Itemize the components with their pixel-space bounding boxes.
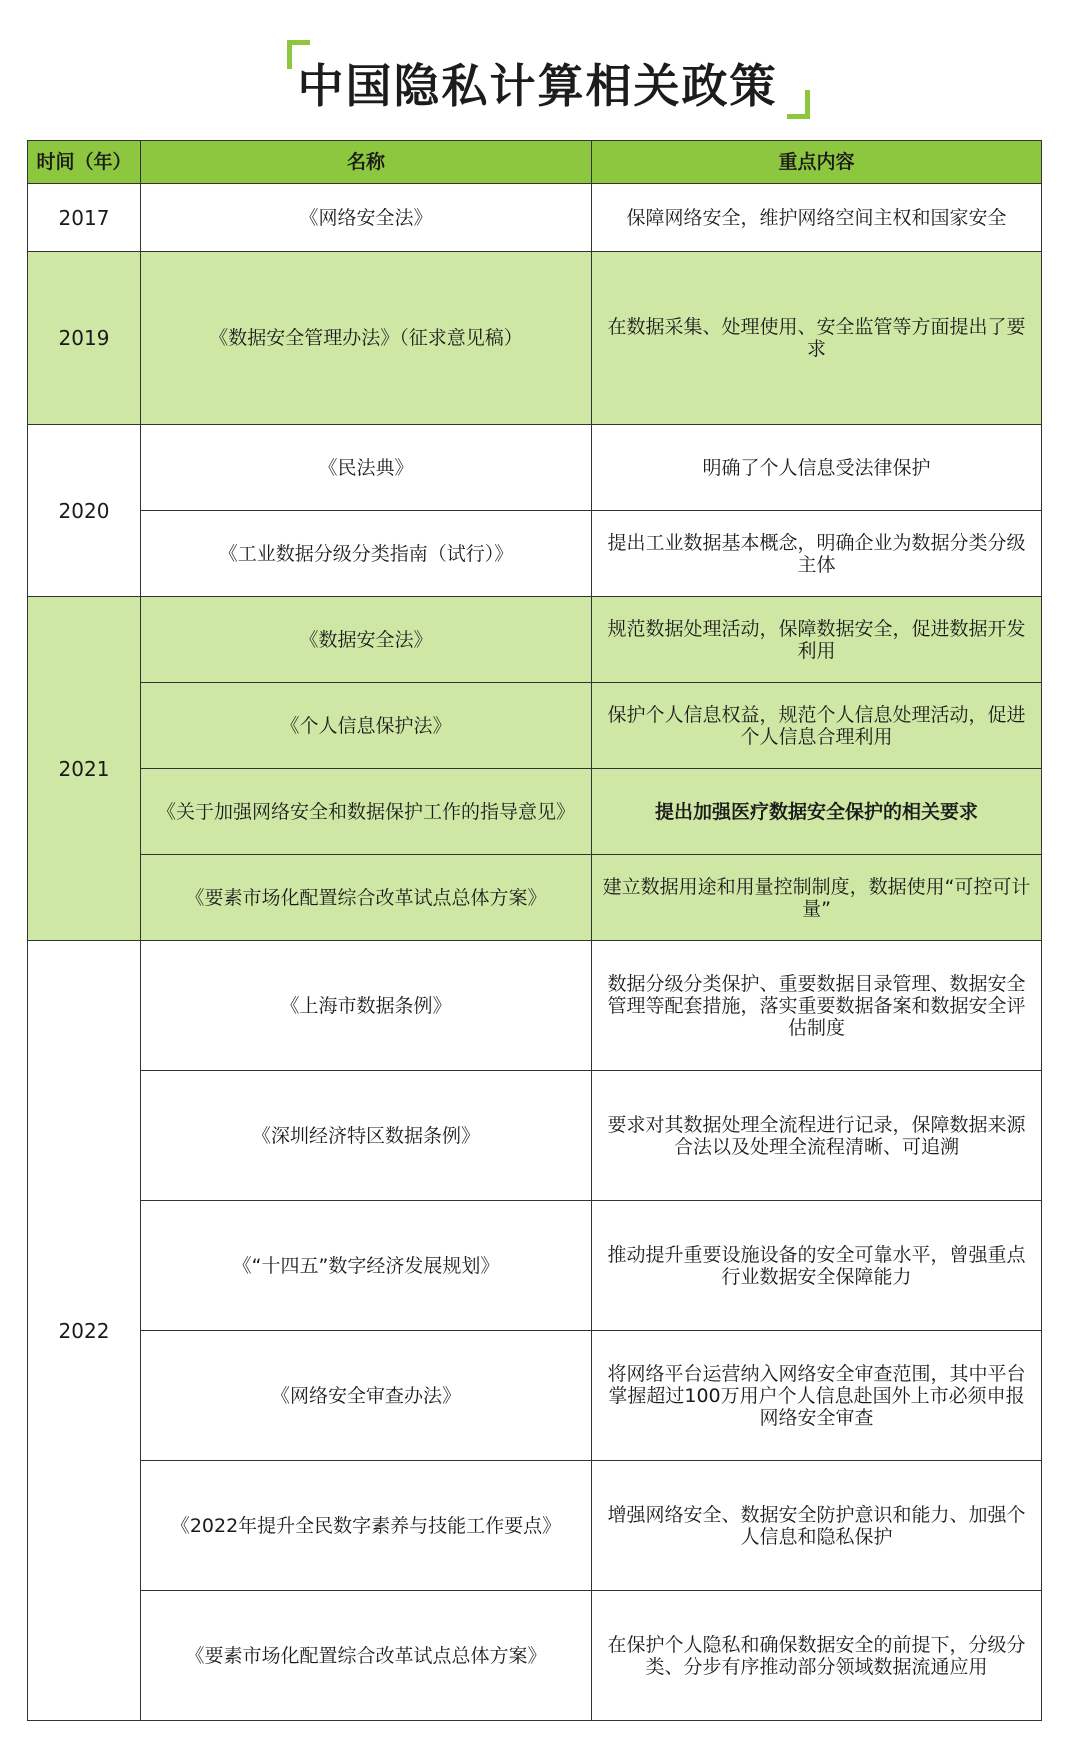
table-row <box>28 1591 1042 1721</box>
table-row <box>28 855 1042 941</box>
policy-name-cell: 《个人信息保护法》 <box>141 683 592 769</box>
table-row <box>28 1331 1042 1461</box>
policy-table <box>27 140 1042 1721</box>
policy-name-cell: 《数据安全管理办法》（征求意见稿） <box>141 252 592 425</box>
table-row <box>28 1461 1042 1591</box>
policy-name-cell: 《上海市数据条例》 <box>141 941 592 1071</box>
policy-name-cell: 《要素市场化配置综合改革试点总体方案》 <box>141 1591 592 1721</box>
policy-content-cell: 规范数据处理活动，保障数据安全，促进数据开发利用 <box>592 597 1042 683</box>
table-row <box>28 941 1042 1071</box>
policy-name-cell: 《关于加强网络安全和数据保护工作的指导意见》 <box>141 769 592 855</box>
policy-content-cell: 保护个人信息权益，规范个人信息处理活动，促进个人信息合理利用 <box>592 683 1042 769</box>
policy-content-cell: 推动提升重要设施设备的安全可靠水平，曾强重点行业数据安全保障能力 <box>592 1201 1042 1331</box>
year-cell: 2020 <box>28 425 141 597</box>
policy-content-cell: 要求对其数据处理全流程进行记录，保障数据来源合法以及处理全流程清晰、可追溯 <box>592 1071 1042 1201</box>
header-content: 重点内容 <box>592 141 1042 184</box>
policy-content-cell: 明确了个人信息受法律保护 <box>592 425 1042 511</box>
policy-content-cell: 提出工业数据基本概念，明确企业为数据分类分级主体 <box>592 511 1042 597</box>
table-row <box>28 1201 1042 1331</box>
policy-content-cell: 保障网络安全，维护网络空间主权和国家安全 <box>592 184 1042 252</box>
policy-name-cell: 《网络安全法》 <box>141 184 592 252</box>
title-bracket-right <box>787 90 810 119</box>
year-cell: 2021 <box>28 597 141 941</box>
table-row <box>28 511 1042 597</box>
policy-name-cell: 《网络安全审查办法》 <box>141 1331 592 1461</box>
policy-name-cell: 《工业数据分级分类指南（试行）》 <box>141 511 592 597</box>
header-name: 名称 <box>141 141 592 184</box>
policy-name-cell: 《2022年提升全民数字素养与技能工作要点》 <box>141 1461 592 1591</box>
table-row <box>28 425 1042 511</box>
policy-name-cell: 《深圳经济特区数据条例》 <box>141 1071 592 1201</box>
year-cell: 2017 <box>28 184 141 252</box>
policy-content-cell: 将网络平台运营纳入网络安全审查范围，其中平台掌握超过100万用户个人信息赴国外上市必须申报网络安全审查 <box>592 1331 1042 1461</box>
table-row <box>28 597 1042 683</box>
policy-name-cell: 《要素市场化配置综合改革试点总体方案》 <box>141 855 592 941</box>
table-row <box>28 683 1042 769</box>
year-cell: 2019 <box>28 252 141 425</box>
page-title: 中国隐私计算相关政策 <box>297 59 778 113</box>
table-row <box>28 1071 1042 1201</box>
year-cell: 2022 <box>28 941 141 1721</box>
header-year: 时间（年） <box>28 141 141 184</box>
table-row <box>28 252 1042 425</box>
title-area <box>0 40 1075 120</box>
policy-content-cell: 增强网络安全、数据安全防护意识和能力、加强个人信息和隐私保护 <box>592 1461 1042 1591</box>
table-header-row <box>28 141 1042 184</box>
policy-name-cell: 《民法典》 <box>141 425 592 511</box>
policy-content-cell: 数据分级分类保护、重要数据目录管理、数据安全管理等配套措施，落实重要数据备案和数据安全评估制度 <box>592 941 1042 1071</box>
policy-name-cell: 《数据安全法》 <box>141 597 592 683</box>
policy-content-cell: 在数据采集、处理使用、安全监管等方面提出了要求 <box>592 252 1042 425</box>
policy-content-cell: 提出加强医疗数据安全保护的相关要求 <box>592 769 1042 855</box>
policy-name-cell: 《“十四五”数字经济发展规划》 <box>141 1201 592 1331</box>
table-row <box>28 769 1042 855</box>
policy-content-cell: 建立数据用途和用量控制制度，数据使用“可控可计量” <box>592 855 1042 941</box>
policy-content-cell: 在保护个人隐私和确保数据安全的前提下，分级分类、分步有序推动部分领域数据流通应用 <box>592 1591 1042 1721</box>
table-row <box>28 184 1042 252</box>
